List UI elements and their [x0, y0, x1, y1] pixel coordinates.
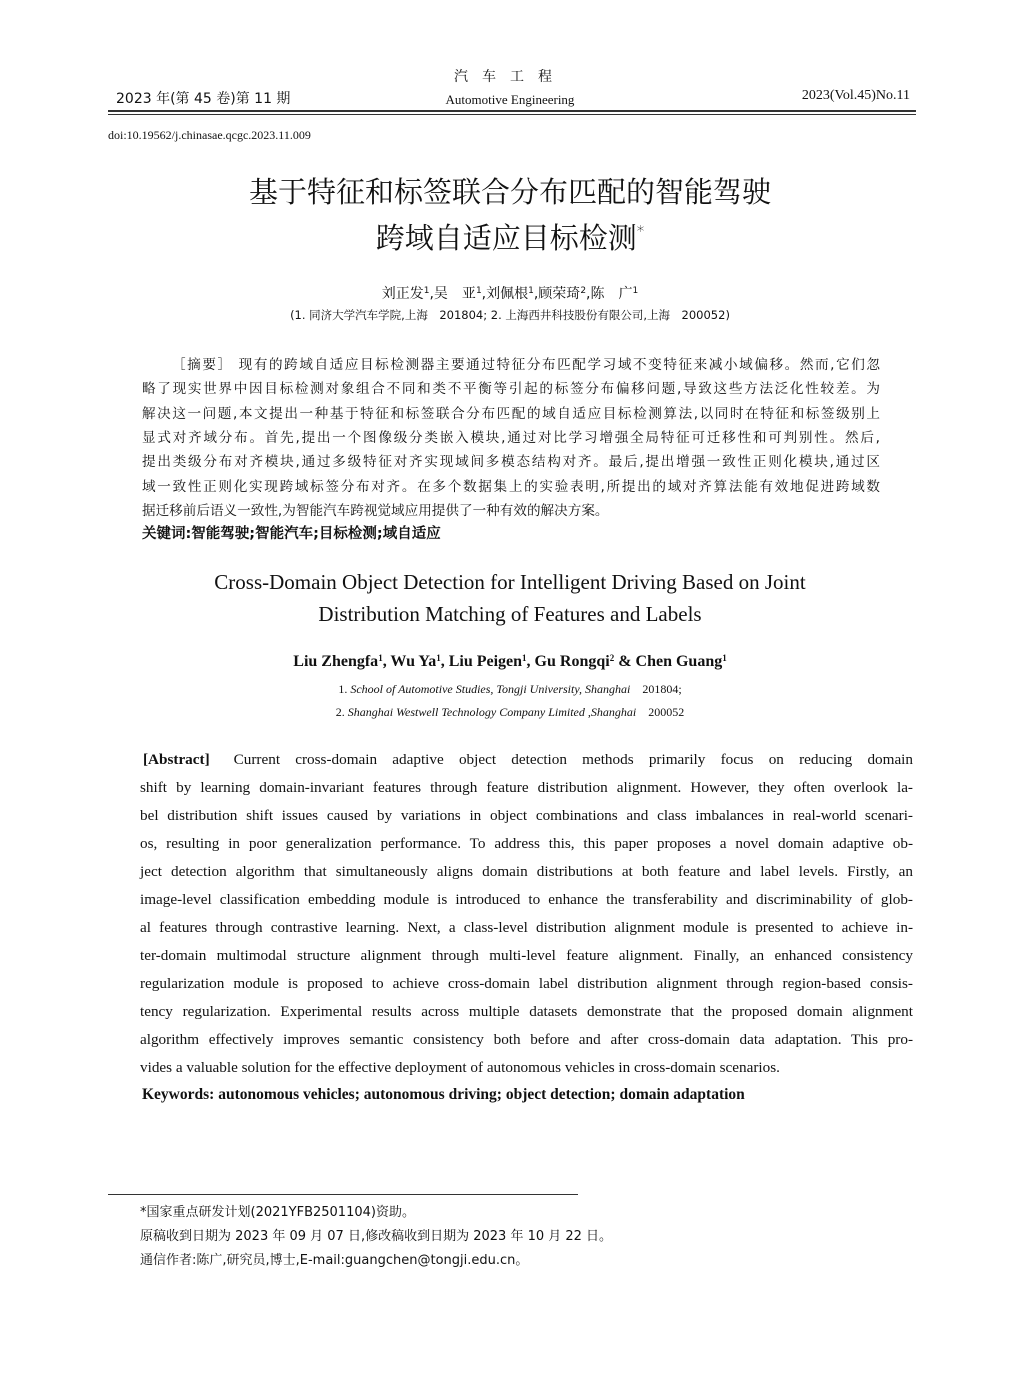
author-name: Liu Zhengfa: [293, 653, 379, 670]
abstract-en-line: [140, 805, 913, 827]
abstract-en-text: algorithm effectively improves semantic consistency both before and after cross-domain data adaptation. This pro-: [140, 1031, 913, 1048]
abstract-en-line: [140, 945, 913, 967]
affiliation-en-2: [0, 703, 1020, 720]
title-en-line-2: Distribution Matching of Features and Labels: [318, 602, 702, 626]
abstract-cn-line: [142, 452, 880, 472]
affil-num: 2.: [335, 705, 348, 719]
author-name: ,顾荣琦: [533, 286, 581, 302]
footnote-dates: 原稿收到日期为 2023 年 09 月 07 日,修改稿收到日期为 2023 年 10 月 22 日。: [140, 1229, 613, 1244]
author-affil-mark: 1: [722, 653, 727, 663]
abstract-en-line: [140, 1029, 913, 1051]
abstract-cn-line: [142, 428, 880, 448]
keywords-cn: 关键词:智能驾驶;智能汽车;目标检测;域自适应: [142, 526, 441, 542]
abstract-en-label: [Abstract]: [143, 751, 210, 768]
author-name: ,陈 广: [586, 286, 633, 302]
author-affil-mark: 1: [423, 286, 430, 296]
abstract-en-text: image-level classification embedding module is introduced to enhance the transferability and discriminability of glob-: [140, 891, 913, 908]
title-cn-text: 跨域自适应目标检测: [375, 221, 637, 255]
abstract-en-line: [140, 1001, 913, 1023]
abstract-en-text: ject detection algorithm that simultaneously aligns domain distributions at both feature and label levels. Firstly, an: [140, 863, 913, 880]
abstract-cn-line: [142, 501, 880, 521]
author-name: , Liu Peigen: [440, 653, 523, 670]
author-name: ,吴 亚: [429, 286, 476, 302]
abstract-cn-text: 解决这一问题,本文提出一种基于特征和标签联合分布匹配的域自适应目标检测算法,以同时在特征和标签级别上: [142, 405, 880, 422]
abstract-en-line: [140, 833, 913, 855]
affiliation-en-1: [0, 680, 1020, 697]
authors-cn: [0, 283, 1020, 303]
affil-code: 200052: [636, 705, 685, 719]
abstract-en-text: bel distribution shift issues caused by variations in object combinations and class imbalances in real-world scenari-: [140, 807, 913, 824]
author-affil-mark: 2: [580, 286, 587, 296]
abstract-cn-text: 显式对齐域分布。首先,提出一个图像级分类嵌入模块,通过对比学习增强全局特征可迁移性和可判别性。然后,: [142, 429, 880, 446]
title-en-line-1: Cross-Domain Object Detection for Intelligent Driving Based on Joint: [214, 570, 806, 594]
abstract-cn-text: 略了现实世界中因目标检测对象组合不同和类不平衡等引起的标签分布偏移问题,导致这些方法泛化性较差。为: [142, 381, 880, 398]
abstract-en-text: shift by learning domain-invariant features through feature distribution alignment. However, they often overlook la-: [140, 779, 913, 796]
author-name: , Gu Rongqi: [526, 653, 610, 670]
footnote-funding: *国家重点研发计划(2021YFB2501104)资助。: [140, 1205, 415, 1220]
abstract-en-line: [143, 749, 913, 771]
journal-name-en: Automotive Engineering: [445, 92, 575, 107]
abstract-cn-line: [142, 379, 880, 399]
affil-code: 201804;: [630, 682, 682, 696]
author-affil-mark: 2: [609, 653, 615, 663]
abstract-en-line: [140, 973, 913, 995]
abstract-en-text: tency regularization. Experimental results across multiple datasets demonstrate that the proposed domain alignment: [140, 1003, 913, 1020]
abstract-cn-text: 现有的跨域自适应目标检测器主要通过特征分布匹配学习域不变特征来减小域偏移。然而,它们忽: [238, 357, 880, 373]
title-footnote-mark: *: [636, 222, 645, 240]
author-name: ,刘佩根: [481, 286, 529, 302]
title-cn-line-2: [0, 216, 1020, 257]
abstract-cn-line: [142, 477, 880, 497]
author-affil-mark: 1: [522, 653, 527, 663]
abstract-en-text: Current cross-domain adaptive object detection methods primarily focus on reducing domain: [233, 751, 913, 768]
author-affil-mark: 1: [528, 286, 534, 296]
issue-info-en: 2023(Vol.45)No.11: [801, 88, 910, 103]
abstract-cn-text: 提出类级分布对齐模块,通过多级特征对齐实现域间多模态结构对齐。最后,提出增强一致性正则化模块,通过区: [142, 454, 880, 471]
header-rule: [108, 110, 916, 112]
abstract-en-text: regularization module is proposed to achieve cross-domain label distribution alignment through region-based consis-: [140, 975, 913, 992]
abstract-cn-line: [142, 404, 880, 424]
abstract-cn-label: ［摘要］: [172, 357, 233, 373]
keywords-en: Keywords: autonomous vehicles; autonomous driving; object detection; domain adaptation: [142, 1086, 745, 1103]
abstract-en-line: [140, 917, 913, 939]
affil-num: 1.: [338, 682, 351, 696]
abstract-cn-line: [172, 355, 880, 375]
footnote-rule: [108, 1194, 578, 1195]
abstract-en-line: [140, 1057, 913, 1079]
abstract-cn-text: 据迁移前后语义一致性,为智能汽车跨视觉域应用提供了一种有效的解决方案。: [142, 502, 609, 519]
abstract-en-text: al features through contrastive learning. Next, a class-level distribution alignment module is presented to achieve in-: [140, 919, 913, 936]
abstract-en-line: [140, 889, 913, 911]
author-name: , Wu Ya: [382, 653, 437, 670]
author-affil-mark: 1: [436, 653, 441, 663]
abstract-cn-text: 域一致性正则化实现跨域标签分布对齐。在多个数据集上的实验表明,所提出的域对齐算法能有效地促进跨域数: [142, 478, 880, 495]
affiliation-cn: (1. 同济大学汽车学院,上海 201804; 2. 上海西井科技股份有限公司,上海 200052): [290, 308, 730, 322]
abstract-en-text: ter-domain multimodal structure alignment through multi-level feature alignment. Finally, an enhanced consistency: [140, 947, 913, 964]
title-cn-line-1: 基于特征和标签联合分布匹配的智能驾驶: [248, 175, 771, 209]
abstract-en-text: vides a valuable solution for the effective deployment of autonomous vehicles in cross-domain scenarios.: [140, 1059, 780, 1076]
author-affil-mark: 1: [378, 653, 383, 663]
journal-name-cn: 汽车工程: [454, 69, 566, 85]
abstract-en-line: [140, 861, 913, 883]
author-affil-mark: 1: [632, 286, 639, 296]
doi[interactable]: doi:10.19562/j.chinasae.qcgc.2023.11.009: [108, 128, 311, 142]
header-rule: [108, 114, 916, 115]
issue-info-cn: 2023 年(第 45 卷)第 11 期: [116, 91, 291, 107]
author-name: 刘正发: [381, 286, 424, 302]
abstract-en-line: [140, 777, 913, 799]
authors-en: [0, 653, 1020, 671]
author-affil-mark: 1: [475, 286, 482, 296]
affil-text: School of Automotive Studies, Tongji University, Shanghai: [350, 682, 631, 696]
affil-text: Shanghai Westwell Technology Company Limited ,Shanghai: [347, 705, 637, 719]
abstract-en-text: os, resulting in poor generalization performance. To address this, this paper proposes a novel domain adaptive ob-: [140, 835, 913, 852]
footnote-corresponding: 通信作者:陈广,研究员,博士,E-mail:guangchen@tongji.edu.cn。: [140, 1253, 529, 1268]
author-name: & Chen Guang: [614, 653, 723, 670]
